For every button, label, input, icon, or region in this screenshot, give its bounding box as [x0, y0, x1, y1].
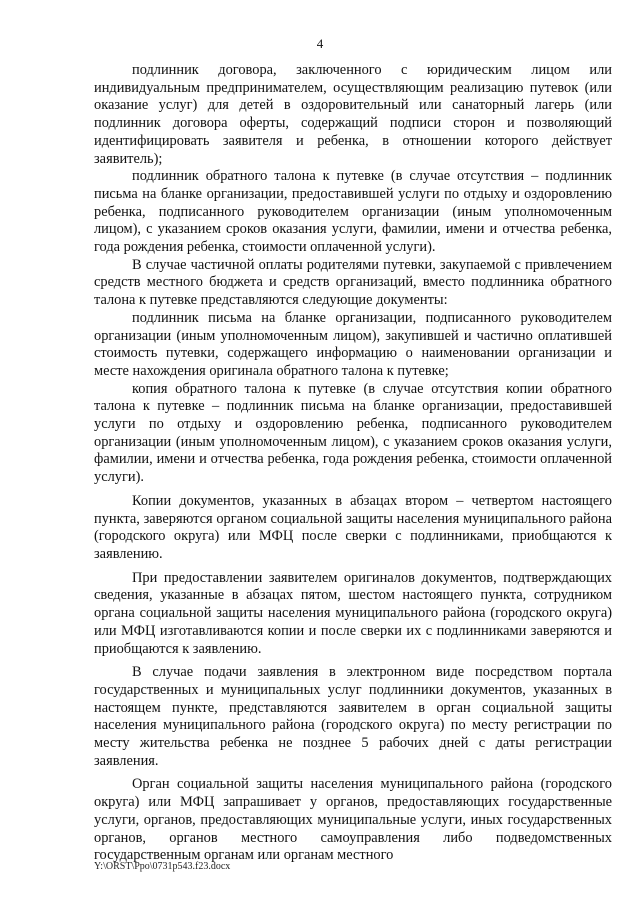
paragraph-return-coupon: подлинник обратного талона к путевке (в случае отсутствия – подлинник письма на бланке организации, предоставившей услуги по отдыху и оздоровлению ребенка, подписанного руководителем организации (иным уполномоченным лицом), с указанием сроков оказания услуги, фамилии, имени и отчества ребенка, года рождения ребенка, стоимости оплаченной услуги).: [94, 168, 612, 256]
paragraph-electronic-submission: В случае подачи заявления в электронном виде посредством портала государственных и муниципальных услуг подлинники документов, указанных в настоящем пункте, представляются заявителем в орган социальной защиты населения муниципального района (городского округа) по месту регистрации по месту жительства ребенка не позднее 5 рабочих дней с даты регистрации заявления.: [94, 664, 612, 769]
paragraph-document-copies: Копии документов, указанных в абзацах втором – четвертом настоящего пункта, заверяются органом социальной защиты населения муниципального района (городского округа) или МФЦ после сверки с подлинниками, приобщаются к заявлению.: [94, 492, 612, 562]
paragraph-interagency-request: Орган социальной защиты населения муниципального района (городского округа) или МФЦ запрашивает у органов, предоставляющих государственные услуги, органов, предоставляющих муниципальные услуги, иных государственных органов, органов местного самоуправления либо подведомственных государственным органам или органам местного: [94, 776, 612, 864]
document-body: [94, 62, 612, 865]
page-number: 4: [316, 36, 324, 51]
paragraph-originals: При предоставлении заявителем оригиналов документов, подтверждающих сведения, указанные в абзацах пятом, шестом настоящего пункта, сотрудником органа социальной защиты населения муниципального района (городского округа) или МФЦ изготавливаются копии и после сверки их с подлинниками заверяются и приобщаются к заявлению.: [94, 569, 612, 657]
paragraph-organization-letter: подлинник письма на бланке организации, подписанного руководителем организации (иным уполномоченным лицом), закупившей и частично оплатившей стоимость путевки, содержащего информацию о наименовании организации и месте нахождения оригинала обратного талона к путевке;: [94, 309, 612, 379]
paragraph-partial-payment: В случае частичной оплаты родителями путевки, закупаемой с привлечением средств местного бюджета и средств организаций, вместо подлинника обратного талона к путевке представляются следующие документы:: [94, 256, 612, 309]
footer-file-path: Y:\ORST\Ppo\0731p543.f23.docx: [94, 861, 231, 872]
paragraph-coupon-copy: копия обратного талона к путевке (в случае отсутствия копии обратного талона к путевке – подлинник письма на бланке организации, предоставившей услуги по отдыху и оздоровлению ребенка, подписанного руководителем организации (иным уполномоченным лицом), с указанием сроков оказания услуги, фамилии, имени и отчества ребенка, года рождения ребенка, стоимости оплаченной услуги).: [94, 380, 612, 486]
paragraph-contract-original: подлинник договора, заключенного с юридическим лицом или индивидуальным предпринимателем, осуществляющим реализацию путевок (или оказание услуг) для детей в оздоровительный или санаторный лагерь (или подлинник договора оферты, содержащий подписи сторон и позволяющий идентифицировать заявителя и ребенка, в отношении которого действует заявитель);: [94, 62, 612, 167]
